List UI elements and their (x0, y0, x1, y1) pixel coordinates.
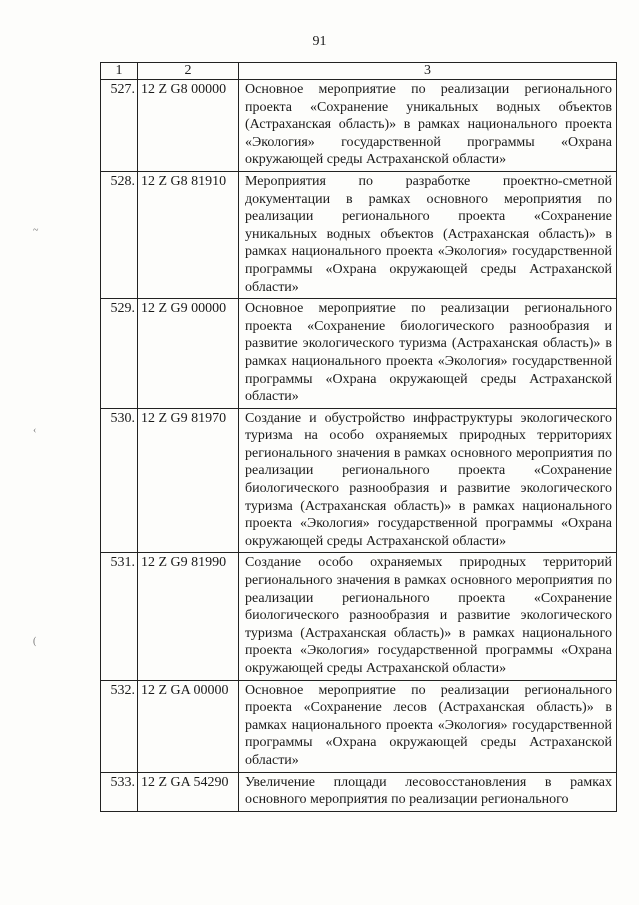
header-col-2: 2 (138, 63, 239, 80)
header-col-1: 1 (101, 63, 138, 80)
table-row (101, 408, 617, 553)
row-code: 12 Z GA 54290 (138, 772, 239, 811)
row-description: Создание и обустройство инфраструктуры экологического туризма на особо охраняемых природных территориях регионального значения в рамках основного мероприятия по реализации регионального проекта «Сохранение биологического разнообразия и развитие экологического туризма (Астраханская область)» в рамках национального проекта «Экология» государственной программы «Охрана окружающей среды Астраханской области» (239, 408, 617, 553)
row-number: 528. (101, 171, 138, 298)
row-number: 533. (101, 772, 138, 811)
margin-mark: ( (33, 636, 37, 647)
row-code: 12 Z G9 81990 (138, 553, 239, 680)
margin-mark: ~ (33, 225, 39, 236)
table-header-row (101, 63, 617, 80)
table-row (101, 553, 617, 680)
row-description: Основное мероприятие по реализации регионального проекта «Сохранение уникальных водных объектов (Астраханская область)» в рамках национального проекта «Экология» государственной программы «Охрана окружающей среды Астраханской области» (239, 80, 617, 172)
page-number: 91 (312, 34, 327, 49)
row-description: Создание особо охраняемых природных территорий регионального значения в рамках основного мероприятия по реализации регионального проекта «Сохранение биологического разнообразия и развитие экологического туризма (Астраханская область)» в рамках национального проекта «Экология» государственной программы «Охрана окружающей среды Астраханской области» (239, 553, 617, 680)
row-code: 12 Z GA 00000 (138, 680, 239, 772)
table-row (101, 171, 617, 298)
document-table (100, 62, 617, 812)
row-number: 532. (101, 680, 138, 772)
row-code: 12 Z G9 00000 (138, 299, 239, 409)
margin-mark: ‹ (33, 425, 37, 436)
header-col-3: 3 (239, 63, 617, 80)
row-code: 12 Z G8 81910 (138, 171, 239, 298)
row-description: Увеличение площади лесовосстановления в рамках основного мероприятия по реализации регионального (239, 772, 617, 811)
row-description: Мероприятия по разработке проектно-сметной документации в рамках основного мероприятия по реализации регионального проекта «Сохранение уникальных водных объектов (Астраханская область)» в рамках национального проекта «Экология» государственной программы «Охрана окружающей среды Астраханской области» (239, 171, 617, 298)
row-number: 531. (101, 553, 138, 680)
table-row (101, 680, 617, 772)
row-code: 12 Z G8 00000 (138, 80, 239, 172)
row-number: 530. (101, 408, 138, 553)
table-row (101, 299, 617, 409)
row-description: Основное мероприятие по реализации регионального проекта «Сохранение биологического разнообразия и развитие экологического туризма (Астраханская область)» в рамках национального проекта «Экология» государственной программы «Охрана окружающей среды Астраханской области» (239, 299, 617, 409)
row-description: Основное мероприятие по реализации регионального проекта «Сохранение лесов (Астраханская область)» в рамках национального проекта «Экология» государственной программы «Охрана окружающей среды Астраханской области» (239, 680, 617, 772)
row-number: 529. (101, 299, 138, 409)
table-row (101, 772, 617, 811)
row-number: 527. (101, 80, 138, 172)
table-row (101, 80, 617, 172)
row-code: 12 Z G9 81970 (138, 408, 239, 553)
